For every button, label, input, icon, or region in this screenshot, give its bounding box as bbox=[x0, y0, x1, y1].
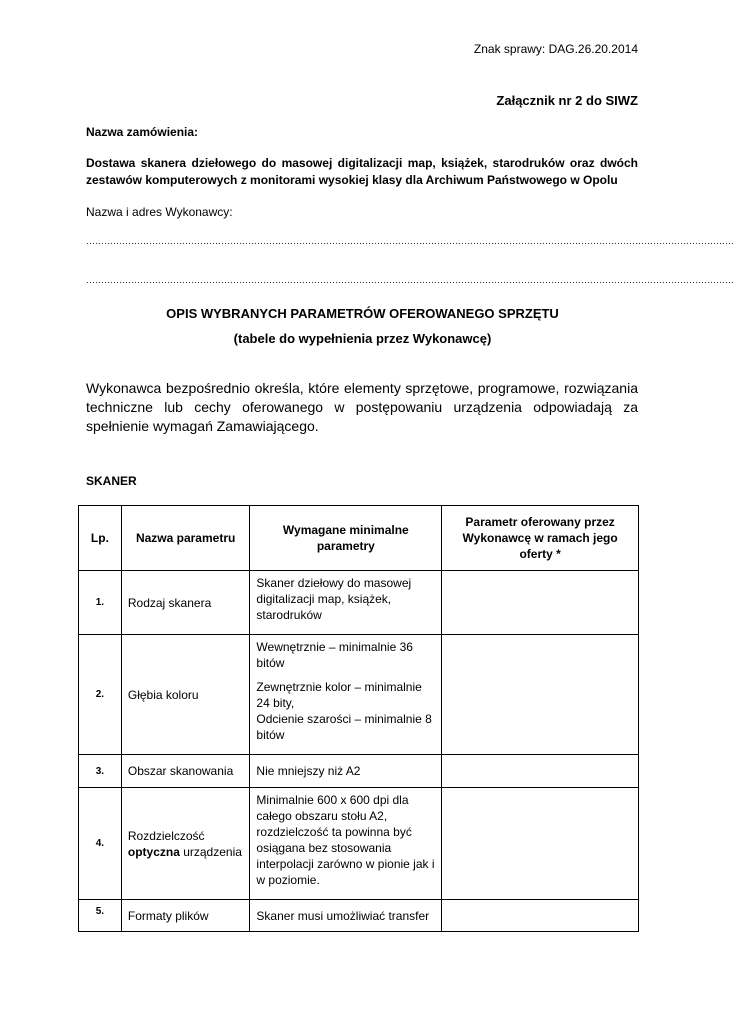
param-name-emphasis: optyczna bbox=[127, 844, 180, 859]
col-header-required: Wymagane minimalne parametry bbox=[250, 506, 442, 571]
param-offered-cell[interactable] bbox=[442, 635, 639, 755]
param-required bbox=[250, 900, 442, 932]
table-row bbox=[79, 571, 639, 635]
row-number: 2. bbox=[79, 635, 122, 755]
param-offered-cell[interactable] bbox=[442, 788, 639, 900]
param-name: Obszar skanowania bbox=[121, 755, 250, 788]
param-required bbox=[250, 635, 442, 755]
col-header-name: Nazwa parametru bbox=[121, 506, 250, 571]
param-name: Głębia koloru bbox=[121, 635, 250, 755]
contractor-line-2: ……………………………………………………………………………………………………………………………………………………………………………………………… bbox=[86, 275, 734, 285]
row-number: 5. bbox=[79, 900, 122, 932]
required-text: Odcienie szarości – minimalnie 8 bitów bbox=[256, 712, 432, 742]
param-name-part: Rozdzielczość bbox=[127, 828, 205, 843]
required-text: Minimalnie 600 x 600 dpi dla całego obszaru stołu A2, rozdzielczość ta powinna być osiągana bez stosowania interpolacji zarówno w pionie jak i w poziomie. bbox=[256, 793, 435, 887]
row-number: 3. bbox=[79, 755, 122, 788]
contractor-label: Nazwa i adres Wykonawcy: bbox=[86, 205, 233, 219]
section-title: SKANER bbox=[86, 474, 137, 488]
param-name: Formaty plików bbox=[121, 900, 250, 932]
contractor-line-1: ……………………………………………………………………………………………………………………………………………………………………………………………… bbox=[86, 236, 734, 246]
col-header-lp: Lp. bbox=[79, 506, 122, 571]
order-name-label: Nazwa zamówienia: bbox=[86, 125, 199, 139]
intro-paragraph: Wykonawca bezpośrednio określa, które elementy sprzętowe, programowe, rozwiązania techniczne lub cechy oferowanego w postępowaniu urządzenia odpowiadają za spełnienie wymagań Zamawiającego. bbox=[86, 380, 638, 434]
order-title: Dostawa skanera dziełowego do masowej digitalizacji map, książek, starodruków oraz dwóch zestawów komputerowych z monitorami wysokiej klasy dla Archiwum Państwowego w Opolu bbox=[86, 156, 638, 187]
param-name-part: urządzenia bbox=[179, 844, 242, 859]
param-offered-cell[interactable] bbox=[442, 755, 639, 788]
required-text: Zewnętrznie kolor – minimalnie 24 bity, bbox=[256, 680, 422, 710]
required-text: Wewnętrznie – minimalnie 36 bitów bbox=[256, 640, 413, 670]
table-row bbox=[79, 755, 639, 788]
param-required bbox=[250, 788, 442, 900]
table-row bbox=[79, 788, 639, 900]
parameters-table bbox=[78, 505, 639, 932]
row-number: 1. bbox=[79, 571, 122, 635]
param-name: Rodzaj skanera bbox=[121, 571, 250, 635]
table-row bbox=[79, 635, 639, 755]
required-text: Skaner dziełowy do masowej digitalizacji map, książek, starodruków bbox=[256, 576, 412, 622]
attachment-label: Załącznik nr 2 do SIWZ bbox=[496, 93, 638, 108]
table-row bbox=[79, 900, 639, 932]
param-offered-cell[interactable] bbox=[442, 571, 639, 635]
required-text: Nie mniejszy niż A2 bbox=[256, 764, 361, 778]
required-text: Skaner musi umożliwiać transfer bbox=[256, 909, 430, 923]
main-heading: OPIS WYBRANYCH PARAMETRÓW OFEROWANEGO SPRZĘTU bbox=[166, 306, 559, 321]
sub-heading: (tabele do wypełnienia przez Wykonawcę) bbox=[233, 331, 492, 346]
param-name bbox=[121, 788, 250, 900]
param-offered-cell[interactable] bbox=[442, 900, 639, 932]
param-required bbox=[250, 571, 442, 635]
table-header-row bbox=[79, 506, 639, 571]
case-reference: Znak sprawy: DAG.26.20.2014 bbox=[473, 42, 638, 56]
row-number: 4. bbox=[79, 788, 122, 900]
col-header-offered: Parametr oferowany przez Wykonawcę w ramach jego oferty * bbox=[442, 506, 639, 571]
param-required bbox=[250, 755, 442, 788]
